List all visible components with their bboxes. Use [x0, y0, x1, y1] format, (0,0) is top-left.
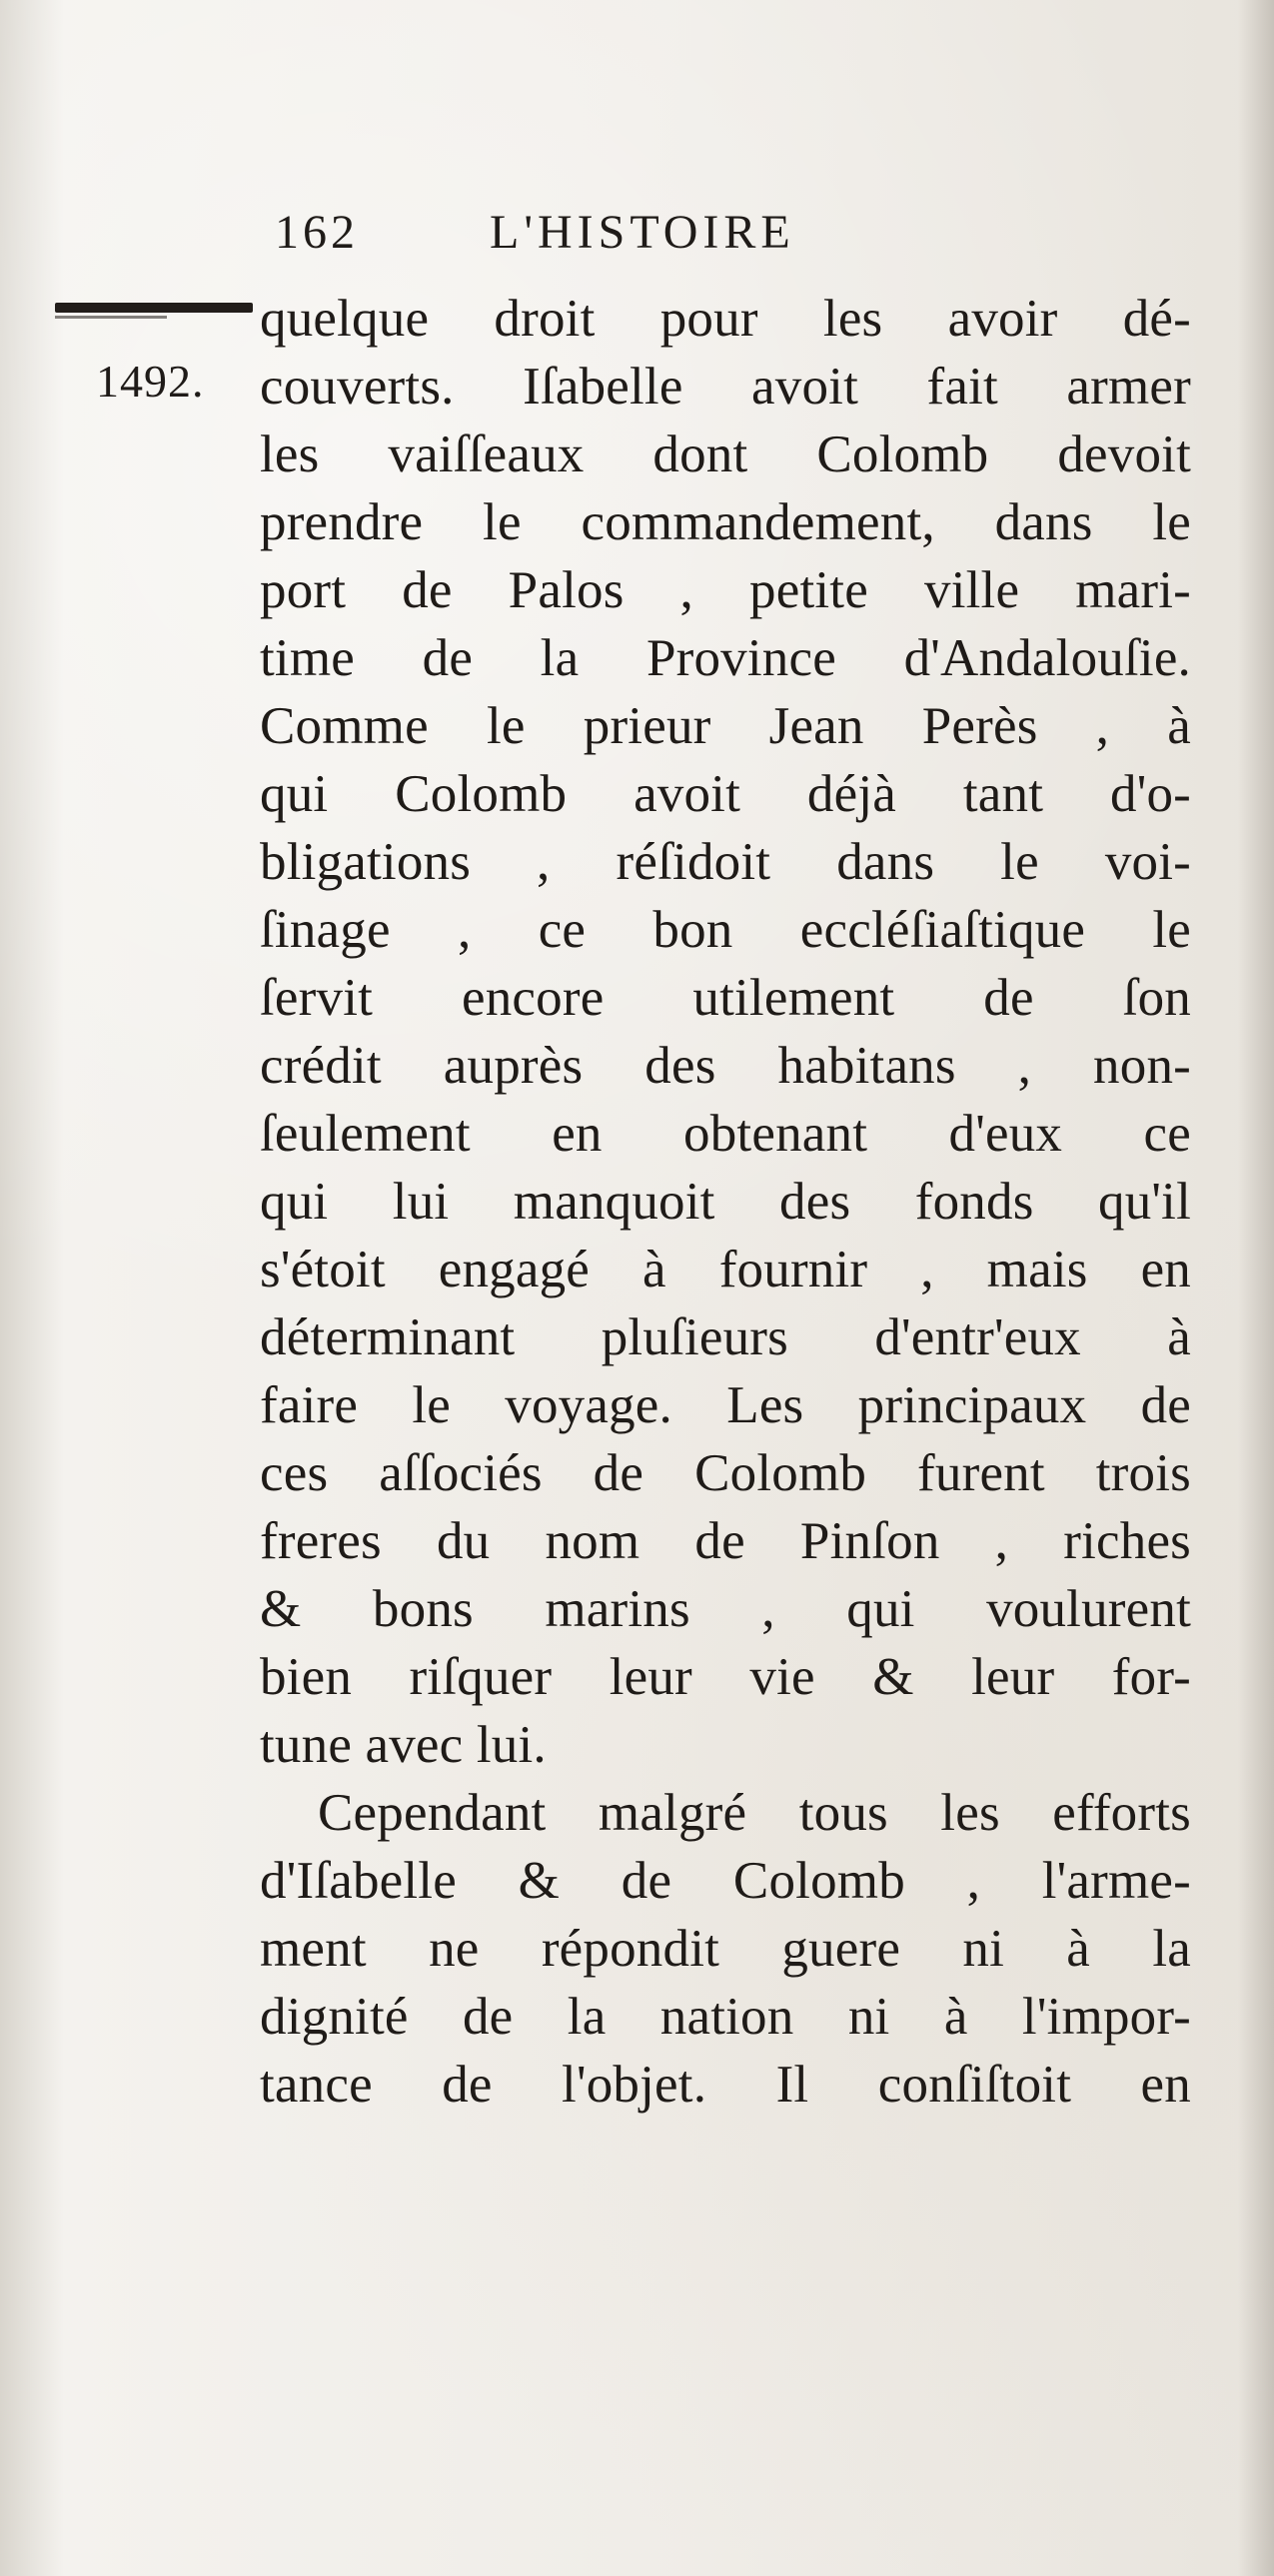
running-head — [275, 205, 974, 275]
text-line: dignité de la nation ni à l'impor- — [260, 1988, 1191, 2046]
text-line: bien riſquer leur vie & leur for- — [260, 1648, 1191, 1706]
text-line: ces aſſociés de Colomb furent trois — [260, 1444, 1191, 1502]
text-line: ſervit encore utilement de ſon — [260, 969, 1191, 1027]
text-line: Cependant malgré tous les efforts — [318, 1784, 1191, 1842]
text-line: quelque droit pour les avoir dé- — [260, 290, 1191, 348]
text-line: freres du nom de Pinſon , riches — [260, 1512, 1191, 1570]
text-line: crédit auprès des habitans , non- — [260, 1037, 1191, 1095]
text-line: tune avec lui. — [260, 1716, 547, 1774]
text-line: time de la Province d'Andalouſie. — [260, 629, 1191, 687]
text-line: port de Palos , petite ville mari- — [260, 561, 1191, 619]
text-line: faire le voyage. Les principaux de — [260, 1376, 1191, 1434]
text-line: qui lui manquoit des fonds qu'il — [260, 1173, 1191, 1231]
margin-year: 1492. — [96, 356, 205, 407]
text-line: d'Iſabelle & de Colomb , l'arme- — [260, 1852, 1191, 1910]
text-line: déterminant pluſieurs d'entr'eux à — [260, 1308, 1191, 1366]
text-line: ſeulement en obtenant d'eux ce — [260, 1105, 1191, 1163]
text-line: Comme le prieur Jean Perès , à — [260, 697, 1191, 755]
text-line: & bons marins , qui voulurent — [260, 1580, 1191, 1638]
page-title: L'HISTOIRE — [490, 206, 795, 259]
main-text — [260, 285, 1191, 2119]
text-line: couverts. Iſabelle avoit fait armer — [260, 358, 1191, 416]
text-line: ſinage , ce bon eccléſiaſtique le — [260, 901, 1191, 959]
text-line: tance de l'objet. Il conſiſtoit en — [260, 2056, 1191, 2114]
text-line: s'étoit engagé à fournir , mais en — [260, 1241, 1191, 1298]
text-line: les vaiſſeaux dont Colomb devoit — [260, 426, 1191, 483]
margin-rule — [55, 303, 253, 313]
page-number: 162 — [275, 206, 359, 259]
text-line: bligations , réſidoit dans le voi- — [260, 833, 1191, 891]
text-line: qui Colomb avoit déjà tant d'o- — [260, 765, 1191, 823]
text-line: prendre le commandement, dans le — [260, 493, 1191, 551]
text-line: ment ne répondit guere ni à la — [260, 1920, 1191, 1978]
